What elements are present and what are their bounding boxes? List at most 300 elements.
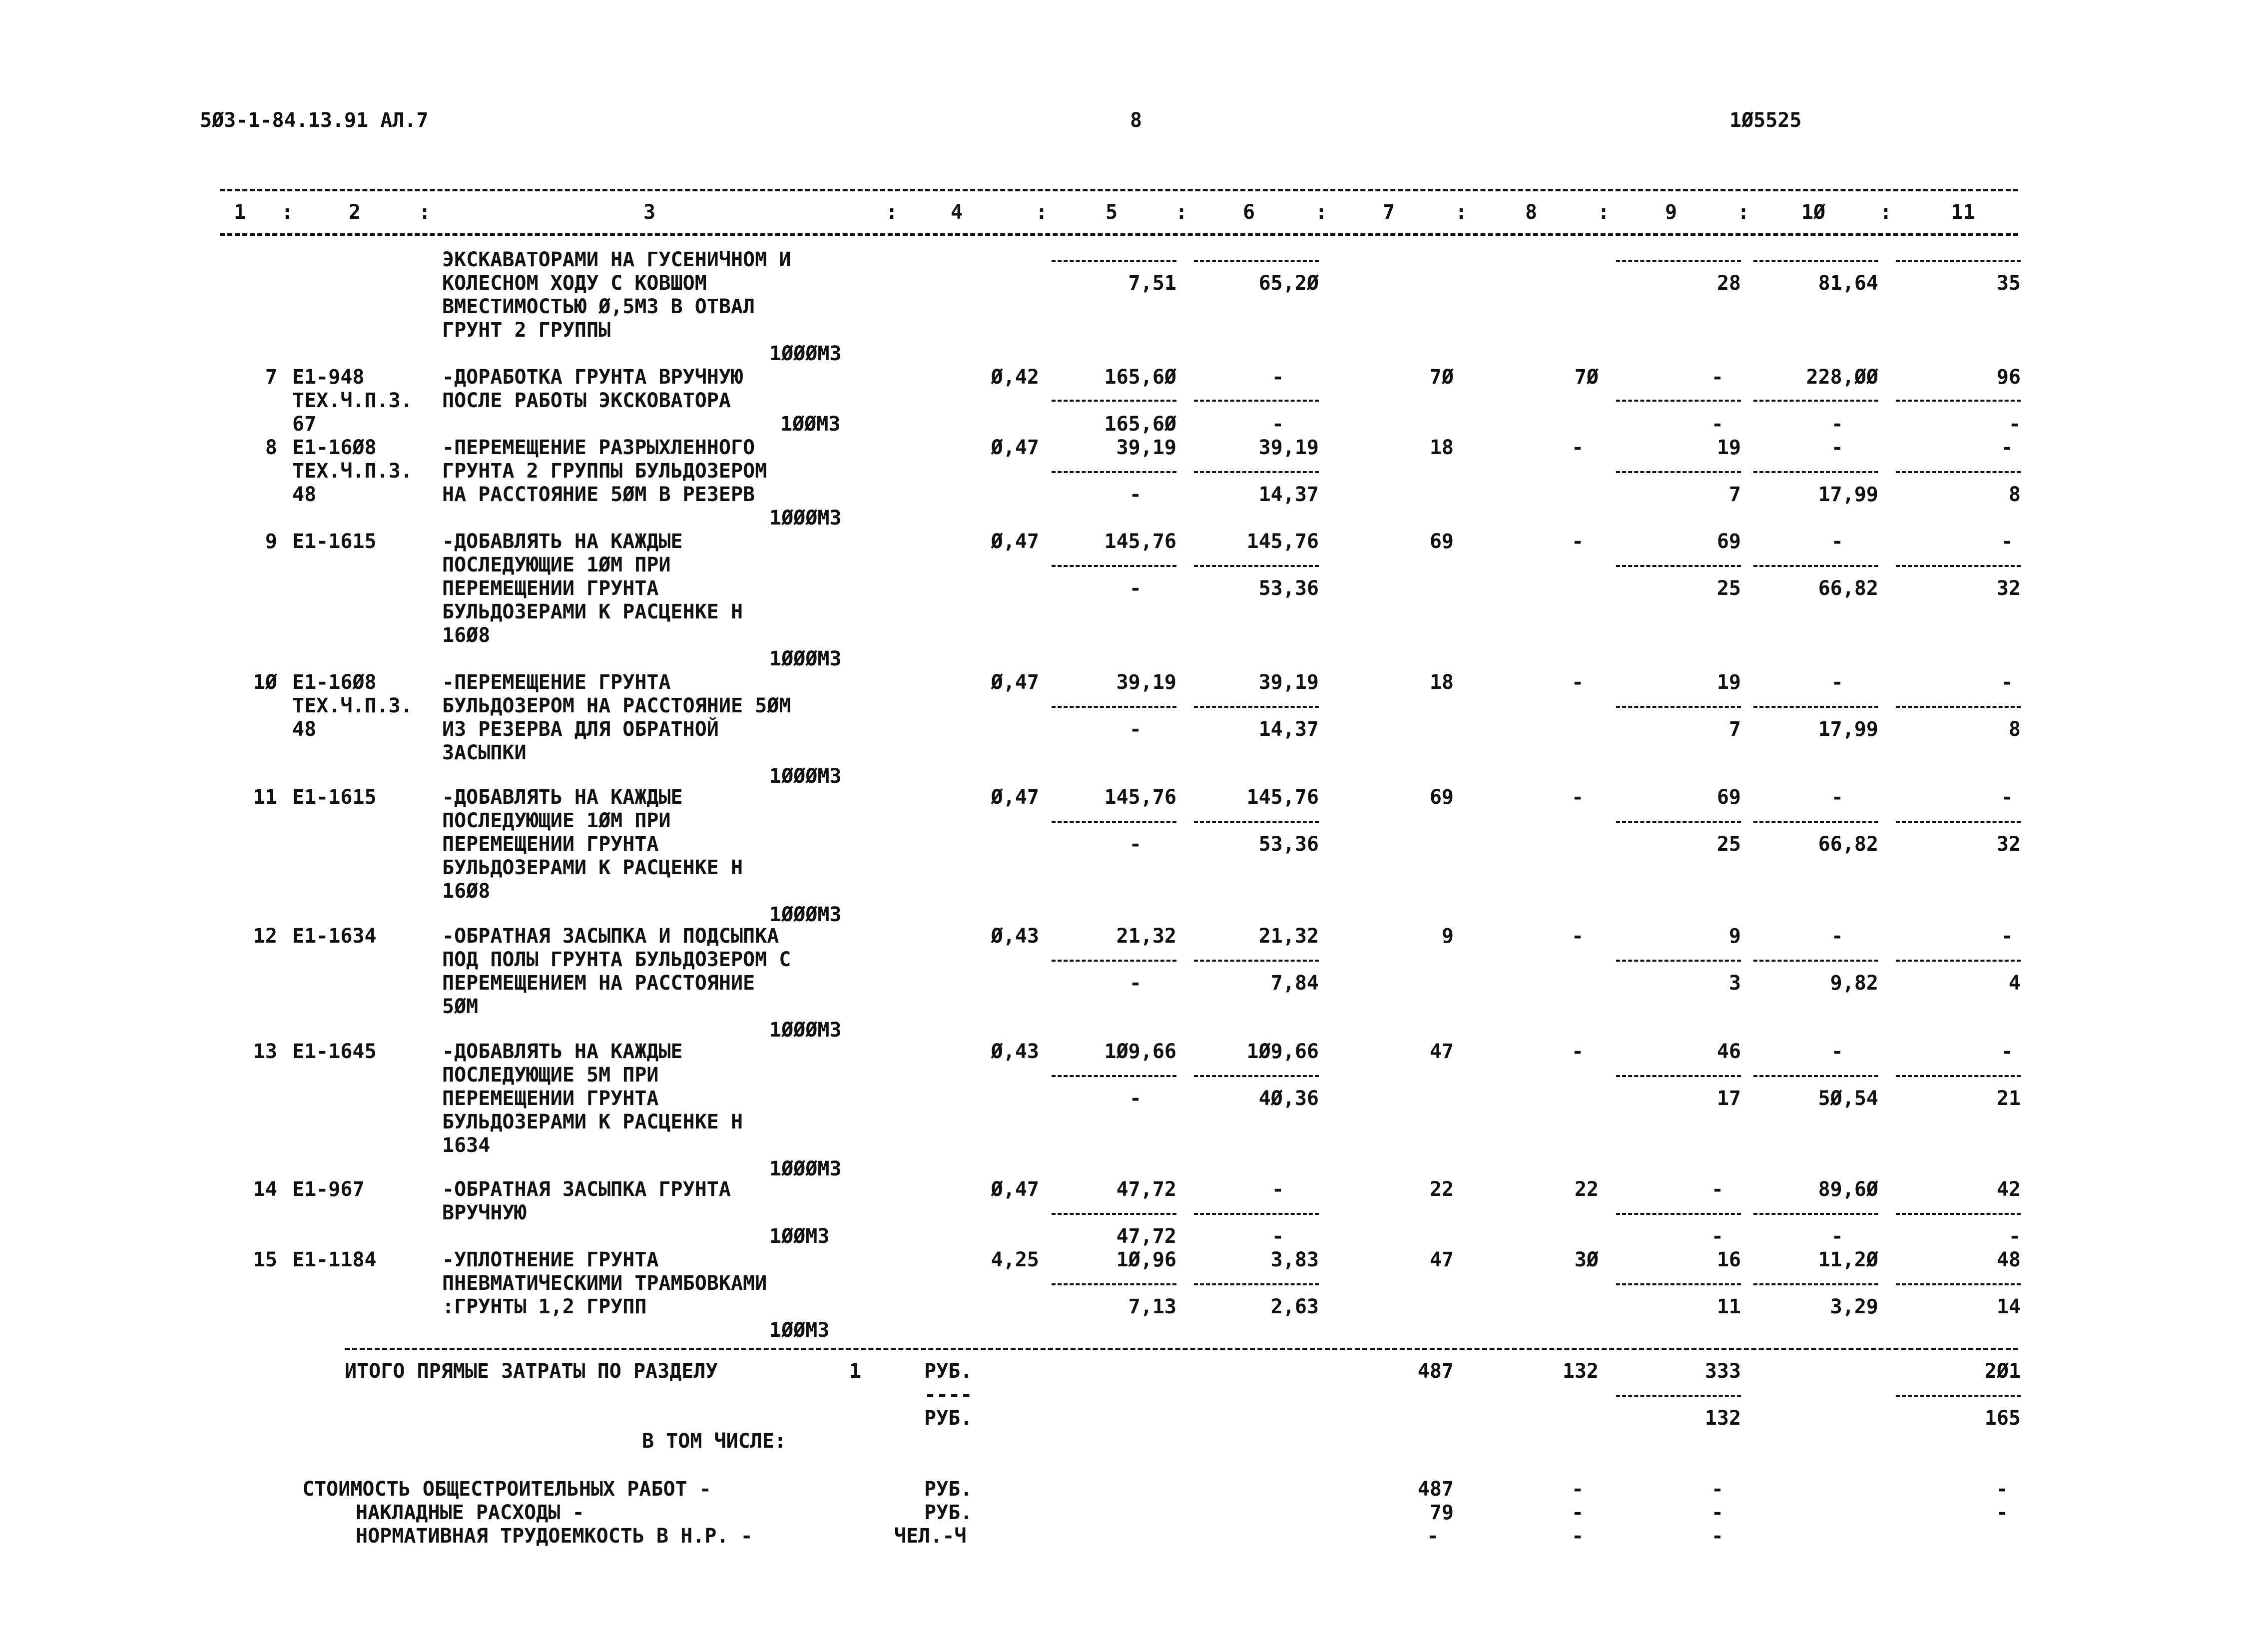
cell-col6: - (1271, 366, 1284, 389)
unit-measure: 1ØØØМ3 (769, 647, 842, 670)
work-description: ВРУЧНУЮ (442, 1201, 527, 1224)
cell-col7: 18 (1429, 671, 1454, 694)
cell-col11: 48 (1996, 1248, 2021, 1271)
cell-divider (1753, 821, 1878, 823)
cell-divider (1194, 400, 1319, 402)
cell-col10b: 17,99 (1818, 483, 1878, 506)
cell-col5b: - (1129, 1087, 1141, 1110)
norm-code: Е1-1634 (292, 925, 377, 948)
breakdown-col8: - (1571, 1525, 1584, 1548)
cell-col8: - (1571, 436, 1584, 459)
cell-col9b: 7 (1728, 483, 1741, 506)
norm-code: Е1-16Ø8 (292, 671, 377, 694)
cell-divider (1194, 471, 1319, 473)
unit-measure: 1ØØМ3 (769, 1319, 830, 1342)
work-description: -ОБРАТНАЯ ЗАСЫПКА И ПОДСЫПКА (442, 925, 779, 948)
row-number: 9 (265, 530, 277, 553)
unit-measure: 1ØØØМ3 (769, 1157, 842, 1180)
work-description: ПЕРЕМЕЩЕНИИ ГРУНТА (442, 577, 659, 600)
cell-col11b: 8 (2008, 483, 2021, 506)
cell-col9b: 25 (1716, 577, 1741, 600)
doc-number: 1Ø5525 (1729, 109, 1802, 132)
cell-col5b: - (1129, 833, 1141, 856)
breakdown-label: НОРМАТИВНАЯ ТРУДОЕМКОСТЬ В Н.Р. - (356, 1525, 753, 1548)
work-description: -ПЕРЕМЕЩЕНИЕ ГРУНТА (442, 671, 671, 694)
cell-col4: Ø,47 (991, 436, 1039, 459)
cell-col11b: 32 (1996, 833, 2021, 856)
work-description: ЗАСЫПКИ (442, 741, 527, 764)
cell-col10b: 9,82 (1830, 972, 1878, 995)
cell-divider (1616, 1213, 1741, 1215)
cell-col8: - (1571, 530, 1584, 553)
col-head-sep: : (1597, 201, 1610, 224)
unit-measure: 1ØØØМ3 (769, 765, 842, 788)
norm-code: Е1-1615 (292, 530, 377, 553)
totals-unit-dash: ---- (924, 1383, 973, 1406)
col-head-sep: : (1879, 201, 1892, 224)
work-description: ВМЕСТИМОСТЬЮ Ø,5М3 В ОТВАЛ (442, 295, 755, 318)
cell-col9: 19 (1716, 436, 1741, 459)
cell-col11: - (2001, 530, 2013, 553)
cell-col10: - (1831, 1040, 1843, 1063)
work-description: -ДОБАВЛЯТЬ НА КАЖДЫЕ (442, 1040, 683, 1063)
cell-col6: 3,83 (1270, 1248, 1319, 1271)
cell-col11: - (2001, 1040, 2013, 1063)
unit-measure: 1ØØØМ3 (769, 342, 842, 365)
breakdown-label: СТОИМОСТЬ ОБЩЕСТРОИТЕЛЬНЫХ РАБОТ - (302, 1478, 711, 1501)
totals-rule (345, 1348, 2018, 1350)
cell-col4: 4,25 (991, 1248, 1039, 1271)
row-number: 14 (253, 1178, 277, 1201)
work-description: -ДОБАВЛЯТЬ НА КАЖДЫЕ (442, 786, 683, 809)
cell-col9b: - (1711, 413, 1723, 436)
cell-col10: - (1831, 786, 1843, 809)
cell-divider (1896, 400, 2021, 402)
header-rule-top (220, 189, 2018, 191)
cell-col5: 39,19 (1116, 436, 1176, 459)
cell-col10b: 5Ø,54 (1818, 1087, 1878, 1110)
col-head-11: 11 (1951, 201, 1976, 224)
work-description: 1634 (442, 1134, 491, 1157)
cell-col9: 16 (1716, 1248, 1741, 1271)
cell-divider (1194, 1283, 1319, 1285)
breakdown-col8: - (1571, 1501, 1584, 1524)
cell-divider (1896, 565, 2021, 567)
cell-col8: - (1571, 1040, 1584, 1063)
work-description: БУЛЬДОЗЕРОМ НА РАССТОЯНИЕ 5ØМ (442, 694, 791, 717)
cell-divider (1616, 1075, 1741, 1077)
cell-col9: 19 (1716, 671, 1741, 694)
page-number: 8 (1130, 109, 1142, 132)
cell-col5: 21,32 (1116, 925, 1176, 948)
work-description: ЭКСКАВАТОРАМИ НА ГУСЕНИЧНОМ И (442, 248, 791, 271)
totals-col11: 2Ø1 (1984, 1360, 2021, 1383)
cell-col5: 39,19 (1116, 671, 1176, 694)
cell-col10b: 66,82 (1818, 833, 1878, 856)
breakdown-unit: РУБ. (924, 1501, 973, 1524)
row-number: 11 (253, 786, 277, 809)
cell-divider (1616, 821, 1741, 823)
row-number: 7 (265, 366, 277, 389)
cell-divider (1896, 1395, 2021, 1397)
breakdown-label: НАКЛАДНЫЕ РАСХОДЫ - (356, 1501, 584, 1524)
cell-divider (1753, 471, 1878, 473)
norm-code: 48 (292, 718, 317, 741)
cell-col11: 42 (1996, 1178, 2021, 1201)
unit-measure: 1ØØØМ3 (769, 507, 842, 530)
col-head-10: 1Ø (1801, 201, 1826, 224)
work-description: БУЛЬДОЗЕРАМИ К РАСЦЕНКЕ Н (442, 856, 743, 879)
work-description: -ДОБАВЛЯТЬ НА КАЖДЫЕ (442, 530, 683, 553)
cell-col4: Ø,47 (991, 1178, 1039, 1201)
breakdown-unit: РУБ. (924, 1478, 973, 1501)
breakdown-unit: ЧЕЛ.-Ч (894, 1525, 967, 1548)
cell-col5: 47,72 (1116, 1178, 1176, 1201)
work-description: ПОСЛЕДУЮЩИЕ 1ØМ ПРИ (442, 553, 671, 576)
cell-col7: 69 (1429, 530, 1454, 553)
cell-col8: 22 (1574, 1178, 1599, 1201)
cell-col6b: 14,37 (1258, 483, 1319, 506)
col-head-1: 1 (233, 201, 246, 224)
cell-divider (1753, 706, 1878, 708)
totals-unit: РУБ. (924, 1360, 973, 1383)
cell-col11b: 14 (1996, 1295, 2021, 1318)
totals-col11b: 165 (1984, 1407, 2021, 1430)
cell-col9: 46 (1716, 1040, 1741, 1063)
cell-col5b: - (1129, 483, 1141, 506)
doc-code: 5Ø3-1-84.13.91 АЛ.7 (200, 109, 429, 132)
cell-divider (1052, 400, 1176, 402)
cell-col5b: 165,6Ø (1104, 413, 1176, 436)
breakdown-col9: - (1711, 1501, 1723, 1524)
cell-col10: - (1831, 671, 1843, 694)
col-head-5: 5 (1105, 201, 1118, 224)
unit-measure: 1ØØØМ3 (769, 903, 842, 926)
cell-col9: 9 (1728, 925, 1741, 948)
cell-col8: 7Ø (1574, 366, 1599, 389)
col-head-sep: : (1175, 201, 1188, 224)
header-rule-bottom (220, 233, 2018, 236)
work-description: ПНЕВМАТИЧЕСКИМИ ТРАМБОВКАМИ (442, 1272, 767, 1295)
cell-col11b: - (2008, 413, 2021, 436)
cell-divider (1896, 706, 2021, 708)
cell-col8: - (1571, 671, 1584, 694)
cell-col10b: - (1831, 413, 1843, 436)
row-number: 8 (265, 436, 277, 459)
cell-col11: 96 (1996, 366, 2021, 389)
norm-code: ТЕХ.Ч.П.3. (292, 389, 413, 412)
cell-col7: 18 (1429, 436, 1454, 459)
cell-col10: 11,2Ø (1818, 1248, 1878, 1271)
work-description: НА РАССТОЯНИЕ 5ØМ В РЕЗЕРВ (442, 483, 755, 506)
cell-col9b: 11 (1716, 1295, 1741, 1318)
cell-divider (1896, 471, 2021, 473)
cell-col7: 47 (1429, 1248, 1454, 1271)
cell-divider (1896, 1213, 2021, 1215)
col-head-sep: : (1455, 201, 1468, 224)
totals-col8: 132 (1562, 1360, 1599, 1383)
cell-col9: 69 (1716, 786, 1741, 809)
cell-col5b: - (1129, 972, 1141, 995)
col-head-sep: : (885, 201, 898, 224)
norm-code: Е1-948 (292, 366, 365, 389)
norm-code: Е1-16Ø8 (292, 436, 377, 459)
cell-col11: - (2001, 671, 2013, 694)
work-description: БУЛЬДОЗЕРАМИ К РАСЦЕНКЕ Н (442, 600, 743, 623)
cell-col11: - (2001, 786, 2013, 809)
cell-col7: 9 (1441, 925, 1454, 948)
cell-divider (1616, 1283, 1741, 1285)
cell-divider (1616, 960, 1741, 962)
cell-col9: - (1711, 1178, 1723, 1201)
breakdown-col11: - (1996, 1478, 2008, 1501)
cell-col7: 69 (1429, 786, 1454, 809)
unit-measure: 1ØØМ3 (780, 413, 841, 436)
cell-divider (1052, 1075, 1176, 1077)
cell-divider (1616, 400, 1741, 402)
cell-col10: - (1831, 436, 1843, 459)
cell-col11: 35 (1996, 272, 2021, 295)
cell-divider (1194, 1075, 1319, 1077)
cell-col5b: - (1129, 577, 1141, 600)
col-head-7: 7 (1382, 201, 1395, 224)
col-head-3: 3 (643, 201, 656, 224)
row-number: 13 (253, 1040, 277, 1063)
col-head-sep: : (281, 201, 294, 224)
row-number: 15 (253, 1248, 277, 1271)
cell-col4: Ø,47 (991, 671, 1039, 694)
work-description: ПОД ПОЛЫ ГРУНТА БУЛЬДОЗЕРОМ С (442, 948, 791, 971)
cell-col8: - (1571, 786, 1584, 809)
cell-divider (1753, 1283, 1878, 1285)
cell-col8: 3Ø (1574, 1248, 1599, 1271)
cell-divider (1753, 260, 1878, 262)
cell-col4: Ø,47 (991, 530, 1039, 553)
cell-col11: - (2001, 436, 2013, 459)
work-description: 5ØМ (442, 995, 479, 1018)
cell-col6: 1Ø9,66 (1246, 1040, 1319, 1063)
cell-col5: 165,6Ø (1104, 366, 1176, 389)
totals-section-number: 1 (849, 1360, 862, 1383)
norm-code: 48 (292, 483, 317, 506)
cell-divider (1896, 821, 2021, 823)
cell-divider (1616, 260, 1741, 262)
cell-col8: - (1571, 925, 1584, 948)
work-description: ПЕРЕМЕЩЕНИИ ГРУНТА (442, 1087, 659, 1110)
cell-col10b: - (1831, 1225, 1843, 1248)
cell-divider (1052, 1213, 1176, 1215)
cell-divider (1194, 1213, 1319, 1215)
breakdown-col7: 79 (1429, 1501, 1454, 1524)
cell-col5: 145,76 (1104, 530, 1176, 553)
cell-divider (1753, 400, 1878, 402)
cell-col6: - (1271, 1178, 1284, 1201)
cell-col6: 39,19 (1258, 436, 1319, 459)
cell-col9b: - (1711, 1225, 1723, 1248)
cell-col9b: 7 (1728, 718, 1741, 741)
cell-divider (1052, 260, 1176, 262)
work-description: -ОБРАТНАЯ ЗАСЫПКА ГРУНТА (442, 1178, 731, 1201)
work-description: ГРУНТ 2 ГРУППЫ (442, 319, 611, 342)
cell-col5: 1Ø9,66 (1104, 1040, 1176, 1063)
totals-col9: 333 (1704, 1360, 1741, 1383)
totals-unit: РУБ. (924, 1407, 973, 1430)
breakdown-col7: 487 (1417, 1478, 1454, 1501)
work-description: ИЗ РЕЗЕРВА ДЛЯ ОБРАТНОЙ (442, 718, 719, 741)
work-description: ПОСЛЕДУЮЩИЕ 5М ПРИ (442, 1064, 659, 1087)
col-head-sep: : (1035, 201, 1048, 224)
totals-col7: 487 (1417, 1360, 1454, 1383)
cell-col5: 1Ø,96 (1116, 1248, 1176, 1271)
cell-divider (1052, 960, 1176, 962)
cell-divider (1194, 821, 1319, 823)
cell-divider (1896, 260, 2021, 262)
work-description: ПОСЛЕ РАБОТЫ ЭКСКОВАТОРА (442, 389, 731, 412)
cell-col6: 21,32 (1258, 925, 1319, 948)
cell-divider (1753, 1075, 1878, 1077)
work-description: ПОСЛЕДУЮЩИЕ 1ØМ ПРИ (442, 809, 671, 832)
work-description: БУЛЬДОЗЕРАМИ К РАСЦЕНКЕ Н (442, 1110, 743, 1133)
cell-col10: - (1831, 530, 1843, 553)
cell-col6b: 53,36 (1258, 577, 1319, 600)
cell-divider (1194, 960, 1319, 962)
totals-col9b: 132 (1704, 1407, 1741, 1430)
work-description: ПЕРЕМЕЩЕНИИ ГРУНТА (442, 833, 659, 856)
cell-divider (1052, 821, 1176, 823)
cell-col10: 228,ØØ (1806, 366, 1878, 389)
cell-divider (1896, 960, 2021, 962)
cell-divider (1616, 565, 1741, 567)
cell-divider (1052, 1283, 1176, 1285)
cell-col6b: - (1271, 1225, 1284, 1248)
cell-col4: Ø,42 (991, 366, 1039, 389)
cell-col5b: - (1129, 718, 1141, 741)
cell-col4: Ø,43 (991, 925, 1039, 948)
work-description: -УПЛОТНЕНИЕ ГРУНТА (442, 1248, 659, 1271)
cell-col4: Ø,47 (991, 786, 1039, 809)
norm-code: Е1-1615 (292, 786, 377, 809)
breakdown-col7: - (1426, 1525, 1439, 1548)
cell-col11: - (2001, 925, 2013, 948)
cell-col10: 89,6Ø (1818, 1178, 1878, 1201)
cell-divider (1896, 1283, 2021, 1285)
cell-divider (1616, 471, 1741, 473)
cell-col6b: 7,84 (1270, 972, 1319, 995)
cell-col5: 145,76 (1104, 786, 1176, 809)
cell-col4: Ø,43 (991, 1040, 1039, 1063)
cell-col6b: 4Ø,36 (1258, 1087, 1319, 1110)
cell-col5b: 47,72 (1116, 1225, 1176, 1248)
cell-col7: 22 (1429, 1178, 1454, 1201)
norm-code: Е1-1184 (292, 1248, 377, 1271)
work-description: ГРУНТА 2 ГРУППЫ БУЛЬДОЗЕРОМ (442, 460, 767, 483)
breakdown-col9: - (1711, 1478, 1723, 1501)
cell-divider (1194, 706, 1319, 708)
row-number: 12 (253, 925, 277, 948)
unit-measure: 1ØØØМ3 (769, 1019, 842, 1042)
totals-label: ИТОГО ПРЯМЫЕ ЗАТРАТЫ ПО РАЗДЕЛУ (345, 1360, 718, 1383)
work-description: :ГРУНТЫ 1,2 ГРУПП (442, 1295, 647, 1318)
cell-col6: 145,76 (1246, 786, 1319, 809)
cell-col11b: 8 (2008, 718, 2021, 741)
cell-col6b: 14,37 (1258, 718, 1319, 741)
cell-col11b: 4 (2008, 972, 2021, 995)
cell-divider (1052, 565, 1176, 567)
breakdown-col9: - (1711, 1525, 1723, 1548)
cell-col6b: 2,63 (1270, 1295, 1319, 1318)
cell-divider (1753, 1213, 1878, 1215)
col-head-sep: : (418, 201, 431, 224)
cell-col9: 69 (1716, 530, 1741, 553)
work-description: 16Ø8 (442, 624, 491, 647)
cell-col5b: 7,13 (1128, 1295, 1176, 1318)
including-label: В ТОМ ЧИСЛЕ: (642, 1430, 786, 1453)
cell-col6: 39,19 (1258, 671, 1319, 694)
cell-col11b: - (2008, 1225, 2021, 1248)
cell-col6: 145,76 (1246, 530, 1319, 553)
norm-code: ТЕХ.Ч.П.3. (292, 694, 413, 717)
cell-col9b: 3 (1728, 972, 1741, 995)
breakdown-col8: - (1571, 1478, 1584, 1501)
col-head-8: 8 (1525, 201, 1538, 224)
col-head-9: 9 (1665, 201, 1678, 224)
cell-divider (1052, 706, 1176, 708)
cell-col10: 81,64 (1818, 272, 1878, 295)
col-head-2: 2 (348, 201, 361, 224)
norm-code: ТЕХ.Ч.П.3. (292, 460, 413, 483)
cell-col5: 7,51 (1128, 272, 1176, 295)
cell-col6: 65,2Ø (1258, 272, 1319, 295)
unit-measure: 1ØØМ3 (769, 1225, 830, 1248)
work-description: ПЕРЕМЕЩЕНИЕМ НА РАССТОЯНИЕ (442, 972, 755, 995)
cell-divider (1616, 706, 1741, 708)
cell-col10b: 66,82 (1818, 577, 1878, 600)
cell-col10: - (1831, 925, 1843, 948)
cell-col10b: 3,29 (1830, 1295, 1878, 1318)
cell-col9: - (1711, 366, 1723, 389)
breakdown-col11: - (1996, 1501, 2008, 1524)
cell-col11b: 21 (1996, 1087, 2021, 1110)
cell-divider (1616, 1395, 1741, 1397)
cell-col9: 28 (1716, 272, 1741, 295)
work-description: КОЛЕСНОМ ХОДУ С КОВШОМ (442, 272, 707, 295)
cell-divider (1753, 565, 1878, 567)
norm-code: Е1-1645 (292, 1040, 377, 1063)
cell-col9b: 17 (1716, 1087, 1741, 1110)
work-description: 16Ø8 (442, 880, 491, 903)
cell-col10b: 17,99 (1818, 718, 1878, 741)
work-description: -ПЕРЕМЕЩЕНИЕ РАЗРЫХЛЕННОГО (442, 436, 755, 459)
cell-col7: 47 (1429, 1040, 1454, 1063)
cell-divider (1194, 565, 1319, 567)
cell-divider (1753, 960, 1878, 962)
norm-code: Е1-967 (292, 1178, 365, 1201)
cell-col6b: 53,36 (1258, 833, 1319, 856)
cell-col6b: - (1271, 413, 1284, 436)
cell-col7: 7Ø (1429, 366, 1454, 389)
col-head-6: 6 (1242, 201, 1255, 224)
row-number: 1Ø (253, 671, 277, 694)
cell-divider (1194, 260, 1319, 262)
cell-divider (1896, 1075, 2021, 1077)
col-head-4: 4 (950, 201, 963, 224)
cell-col9b: 25 (1716, 833, 1741, 856)
cell-divider (1052, 471, 1176, 473)
col-head-sep: : (1315, 201, 1328, 224)
norm-code: 67 (292, 413, 317, 436)
cell-col11b: 32 (1996, 577, 2021, 600)
work-description: -ДОРАБОТКА ГРУНТА ВРУЧНУЮ (442, 366, 743, 389)
